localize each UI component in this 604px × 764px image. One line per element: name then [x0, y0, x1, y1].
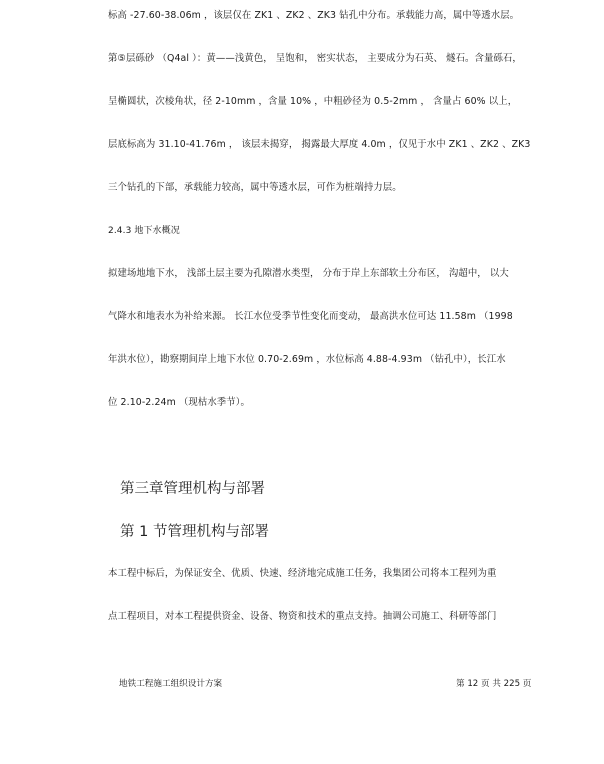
- chapter-title: 第三章管理机构与部署: [120, 481, 265, 497]
- text-line: 标高 -27.60-38.06m ，该层仅在 ZK1 、ZK2 、ZK3 钻孔中分布。承载能力高，属中等透水层。: [108, 10, 520, 21]
- text-line: 年洪水位），勘察期间岸上地下水位 0.70-2.69m ，水位标高 4.88-4.93m （钻孔中），长江水: [108, 354, 506, 365]
- text-line: 气降水和地表水为补给来源。 长江水位受季节性变化而变动， 最高洪水位可达 11.58m （1998: [108, 311, 513, 322]
- footer-page-info: 第 12 页 共 225 页: [456, 679, 532, 689]
- text-line: 三个钻孔的下部，承载能力较高，属中等透水层，可作为桩端持力层。: [108, 182, 402, 193]
- section-title: 第 1 节管理机构与部署: [120, 524, 269, 540]
- text-line: 本工程中标后，为保证安全、优质、快速、经济地完成施工任务，我集团公司将本工程列为重: [108, 568, 497, 579]
- text-line: 第⑤层砾砂 （Q4al ）：黄——浅黄色， 呈饱和， 密实状态， 主要成分为石英、 燧石。含量砾石，: [108, 53, 522, 64]
- text-line: 拟建场地地下水， 浅部土层主要为孔隙潜水类型， 分布于岸上东部软土分布区， 沟超中， 以大: [108, 268, 509, 279]
- text-line: 点工程项目，对本工程提供资金、设备、物资和技术的重点支持。抽调公司施工、科研等部门: [108, 611, 497, 622]
- text-line: 呈椭圆状，次棱角状，径 2-10mm ，含量 10% ，中粗砂径为 0.5-2mm ， 含量占 60% 以上，: [108, 96, 518, 107]
- text-line: 位 2.10-2.24m （现枯水季节）。: [108, 397, 251, 408]
- footer-document-title: 地铁工程施工组织设计方案: [119, 679, 223, 689]
- section-heading: 2.4.3 地下水概况: [108, 226, 180, 236]
- text-line: 层底标高为 31.10-41.76m ， 该层未揭穿， 揭露最大厚度 4.0m ，仅见于水中 ZK1 、ZK2 、ZK3: [108, 139, 531, 150]
